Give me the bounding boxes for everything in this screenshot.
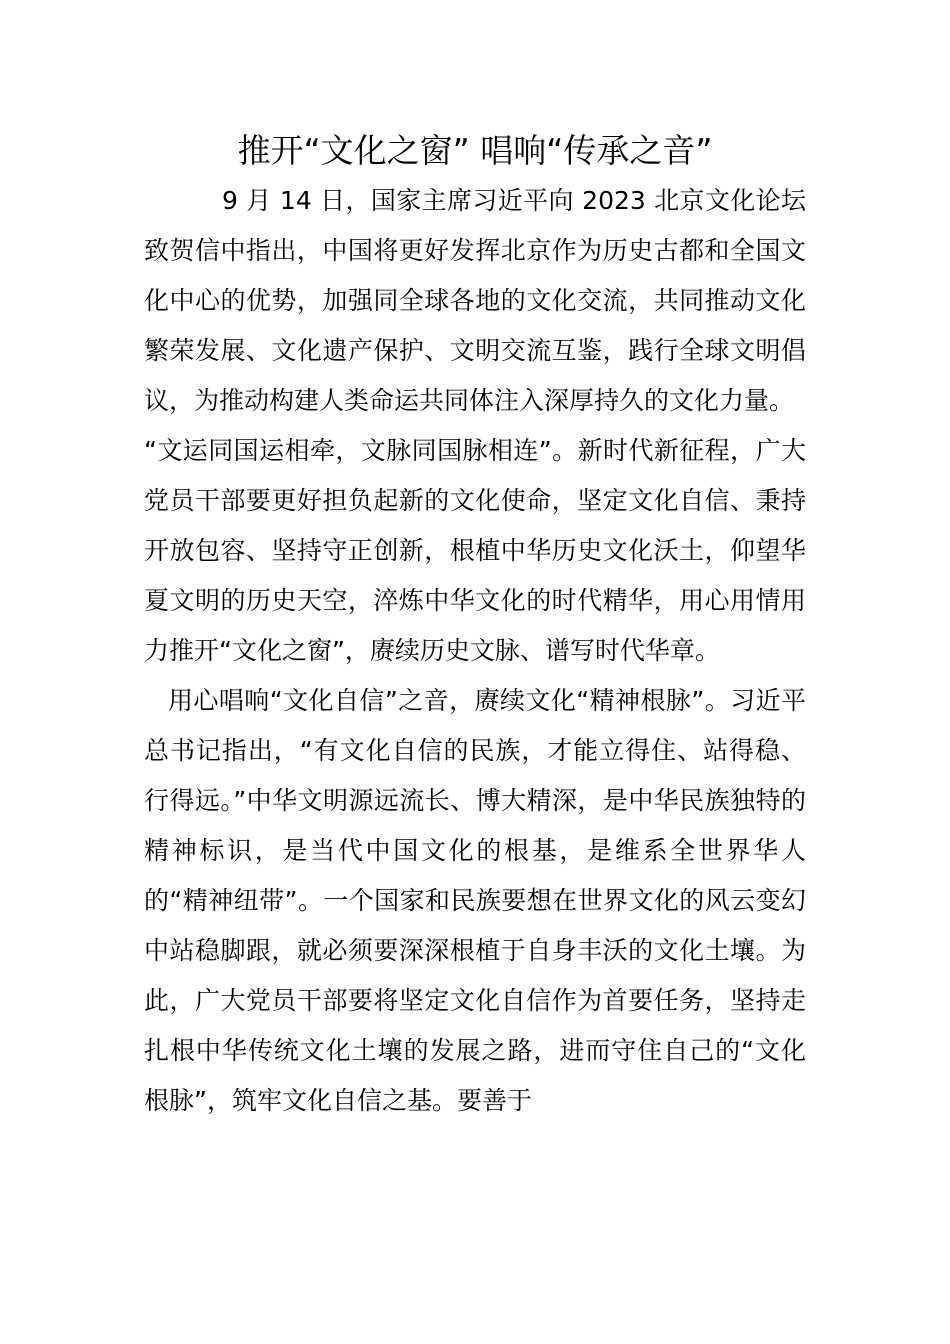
- paragraph-2: “文运同国运相牵，文脉同国脉相连”。新时代新征程，广大党员干部要更好担负起新的文化使命，坚定文化自信、秉持开放包容、坚持守正创新，根植中华历史文化沃土，仰望华夏文明的历史天空，淬炼中华文化的时代精华，用心用情用力推开“文化之窗”，赓续历史文脉、谱写时代华章。: [144, 436, 806, 665]
- paragraph-3: 用心唱响“文化自信”之音，赓续文化“精神根脉”。习近平总书记指出，“有文化自信的民族，才能立得住、站得稳、行得远。”中华文明源远流长、博大精深，是中华民族独特的精神标识，是当代中国文化的根基，是维系全世界华人的“精神纽带”。一个国家和民族要想在世界文化的风云变幻中站稳脚跟，就必须要深深根植于自身丰沃的文化土壤。为此，广大党员干部要将坚定文化自信作为首要任务，坚持走扎根中华传统文化土壤的发展之路，进而守住自己的“文化根脉”，筑牢文化自信之基。要善于: [144, 686, 806, 1115]
- article-title: 推开“文化之窗” 唱响“传承之音”: [237, 131, 713, 170]
- paragraph-1: 9 月 14 日，国家主席习近平向 2023 北京文化论坛致贺信中指出，中国将更好发挥北京作为历史古都和全国文化中心的优势，加强同全球各地的文化交流，共同推动文化繁荣发展、文化遗产保护、文明交流互鉴，践行全球文明倡议，为推动构建人类命运共同体注入深厚持久的文化力量。: [144, 186, 806, 415]
- article-body: [144, 176, 806, 1126]
